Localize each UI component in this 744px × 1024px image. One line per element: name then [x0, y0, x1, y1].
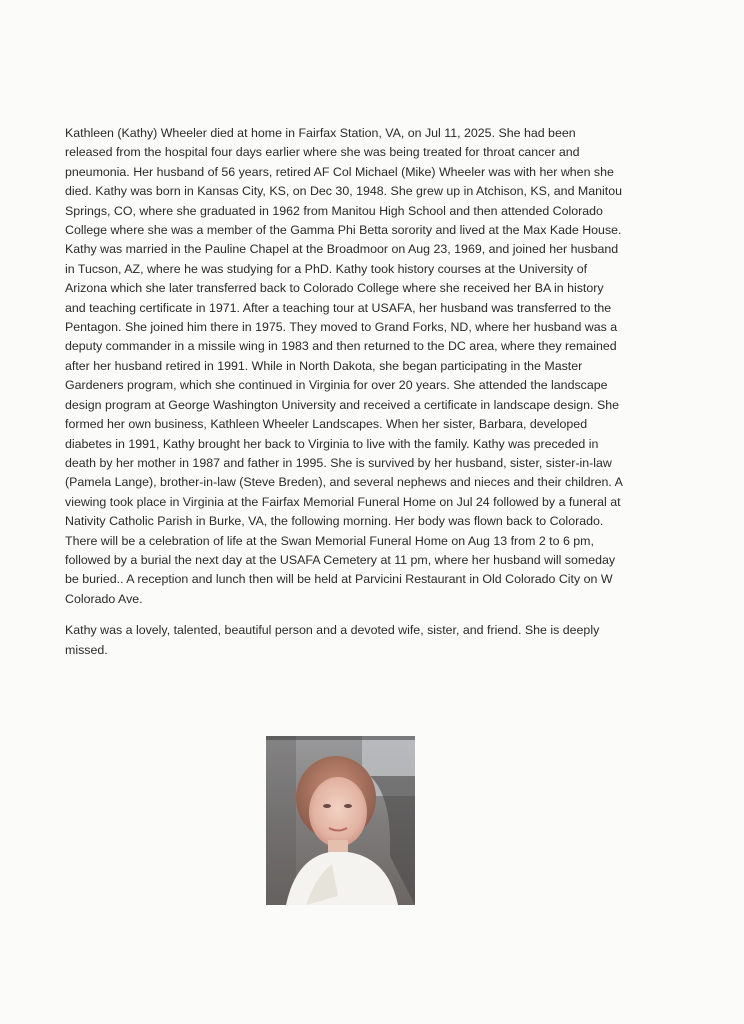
portrait-photo [266, 736, 415, 905]
obituary-text [65, 124, 625, 660]
obituary-paragraph-main: Kathleen (Kathy) Wheeler died at home in Fairfax Station, VA, on Jul 11, 2025. She had been released from the hospital four days earlier where she was being treated for throat cancer and pneumonia. Her husband of 56 years, retired AF Col Michael (Mike) Wheeler was with her when she died. Kathy was born in Kansas City, KS, on Dec 30, 1948. She grew up in Atchison, KS, and Manitou Springs, CO, where she graduated in 1962 from Manitou High School and then attended Colorado College where she was a member of the Gamma Phi Betta sorority and lived at the Max Kade House. Kathy was married in the Pauline Chapel at the Broadmoor on Aug 23, 1969, and joined her husband in Tucson, AZ, where he was studying for a PhD. Kathy took history courses at the University of Arizona which she later transferred back to Colorado College where she received her BA in history and teaching certificate in 1971. After a teaching tour at USAFA, her husband was transferred to the Pentagon. She joined him there in 1975. They moved to Grand Forks, ND, where her husband was a deputy commander in a missile wing in 1983 and then returned to the DC area, where they remained after her husband retired in 1991. While in North Dakota, she began participating in the Master Gardeners program, which she continued in Virginia for over 20 years. She attended the landscape design program at George Washington University and received a certificate in landscape design. She formed her own business, Kathleen Wheeler Landscapes. When her sister, Barbara, developed diabetes in 1991, Kathy brought her back to Virginia to live with the family. Kathy was preceded in death by her mother in 1987 and father in 1995. She is survived by her husband, sister, sister-in-law (Pamela Lange), brother-in-law (Steve Breden), and several nephews and nieces and their children. A viewing took place in Virginia at the Fairfax Memorial Funeral Home on Jul 24 followed by a funeral at Nativity Catholic Parish in Burke, VA, the following morning. Her body was flown back to Colorado. There will be a celebration of life at the Swan Memorial Funeral Home on Aug 13 from 2 to 6 pm, followed by a burial the next day at the USAFA Cemetery at 11 pm, where her husband will someday be buried.. A reception and lunch then will be held at Parvicini Restaurant in Old Colorado City on W Colorado Ave. [65, 126, 623, 606]
portrait-icon [266, 736, 415, 905]
obituary-paragraph-closing: Kathy was a lovely, talented, beautiful person and a devoted wife, sister, and friend. She is deeply missed. [65, 623, 600, 657]
